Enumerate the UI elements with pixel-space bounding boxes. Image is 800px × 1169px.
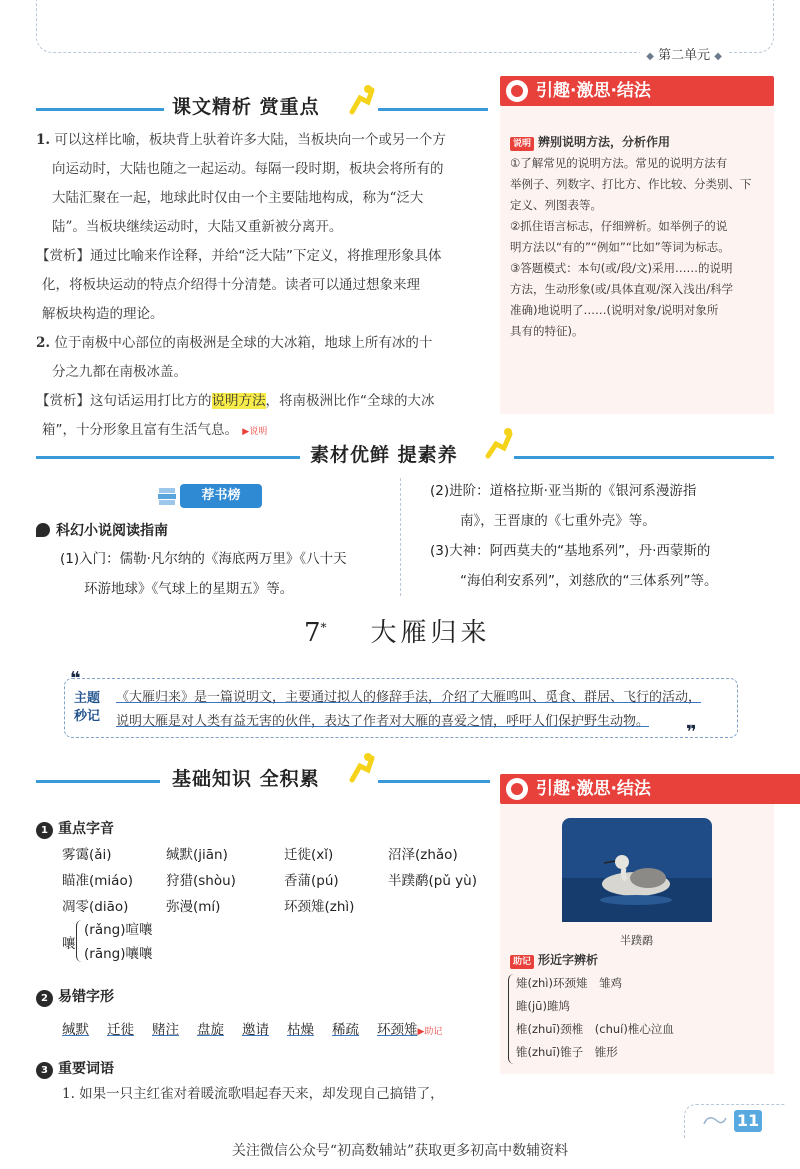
char-row: 雎(jū)雎鸠 — [516, 999, 570, 1013]
side-chars-heading-row — [510, 950, 768, 971]
running-figure-icon — [346, 84, 376, 116]
section-title-material: 素材优鲜 提素养 — [310, 444, 458, 466]
section-rule-right — [378, 780, 490, 783]
pron-cell: 沼泽(zhǎo) — [388, 847, 458, 863]
lesson-heading — [304, 612, 491, 649]
book-stack-icon — [156, 484, 178, 506]
note-text: 这句话运用打比方的 — [90, 393, 212, 409]
guide-title: 科幻小说阅读指南 — [56, 523, 168, 539]
pron-cell: 环颈雉(zhì) — [284, 899, 355, 915]
word-link-tag[interactable]: ▶助记 — [417, 1027, 443, 1037]
guide-line: 南》，王晋康的《七重外壳》等。 — [460, 513, 656, 529]
note-highlight: 说明方法 — [211, 393, 266, 409]
note-label: 【赏析】 — [36, 248, 90, 264]
page-number: 11 — [734, 1110, 762, 1132]
pron-cell: 弥漫(mí) — [166, 899, 221, 915]
unit-text: 第二单元 — [658, 48, 711, 63]
lesson-title: 大雁归来 — [370, 618, 491, 648]
side-heading: 形近字辨析 — [538, 953, 599, 967]
item-1-line: 陆”。当板块继续运动时，大陆又重新被分离开。 — [52, 219, 343, 235]
item-2-num: 2. — [36, 335, 51, 351]
item-2-note — [36, 387, 492, 416]
side-line: 明方法以“有的”“例如”“比如”等词为标志。 — [510, 240, 730, 254]
number-3-icon: 3 — [36, 1062, 53, 1079]
word-item: 赌注 — [152, 1022, 179, 1038]
side-method-heading-row — [510, 132, 768, 153]
lesson-star: * — [320, 620, 327, 635]
sub-heading-text: 重点字音 — [58, 821, 114, 837]
sub-heading-text: 重要词语 — [58, 1061, 114, 1077]
pron-cell: 雾霭(ǎi) — [62, 847, 112, 863]
side-chars-rows — [516, 972, 766, 1064]
word-item: 环颈雉 — [377, 1022, 418, 1038]
lesson-num: 7 — [304, 618, 321, 648]
guide-line: (2)进阶：道格拉斯·亚当斯的《银河系漫游指 — [430, 483, 697, 499]
jumping-figure-icon — [484, 426, 514, 460]
pron-cell: 瞄准(miáo) — [62, 873, 133, 889]
side-line: 举例子、列数字、打比方、作比较、分类别、下 — [510, 177, 752, 191]
item-2 — [36, 329, 492, 358]
brace — [508, 974, 514, 1064]
pron-cell: 缄默(jiān) — [166, 847, 228, 863]
pron-row — [62, 868, 492, 894]
side-tag — [500, 774, 800, 804]
sub-heading-2 — [36, 986, 114, 1007]
column-divider — [400, 478, 401, 596]
guide-line: 环游地球》《气球上的星期五》等。 — [84, 581, 294, 597]
rang-readings — [84, 918, 152, 966]
char-row: 椎(zhuī)颈椎 (chuí)椎心泣血 — [516, 1022, 674, 1036]
side-line: 具有的特征)。 — [510, 324, 584, 338]
note-line: 化，将板块运动的特点介绍得十分清楚。读者可以通过想象来理 — [42, 277, 420, 293]
side-badge: 助记 — [510, 955, 534, 969]
guide-left — [60, 544, 400, 604]
section-rule-right — [514, 456, 774, 459]
pron-row — [62, 894, 492, 920]
pron-cell: 香蒲(pú) — [284, 873, 339, 889]
note-text: 箱”，十分形象且富有生活气息。 — [42, 422, 238, 438]
pron-cell: 迁徙(xǐ) — [284, 847, 334, 863]
brace — [76, 920, 83, 962]
theme-line: 说明大雁是对人类有益无害的伙伴，表达了作者对大雁的喜爱之情，呼吁人们保护野生动物。 — [116, 714, 650, 729]
guide-line: “海伯利安系列”，刘慈欣的“三体系列”等。 — [460, 573, 718, 589]
sub-heading-text: 易错字形 — [58, 989, 114, 1005]
item-1 — [36, 126, 492, 155]
side-chars-body — [510, 950, 768, 971]
analysis-body — [36, 126, 492, 447]
vocab-line: 1. 如果一只主红雀对着暖流歌唱起春天来，却发现自己搞错了， — [62, 1086, 444, 1102]
mascot-icon — [506, 80, 528, 102]
rang-char: 嚷 — [62, 936, 76, 952]
mascot-icon — [506, 778, 528, 800]
word-list — [62, 1018, 442, 1038]
word-item: 稀疏 — [332, 1022, 359, 1038]
footer-note: 关注微信公众号“初高数辅站”获取更多初高中数辅资料 — [231, 1143, 569, 1159]
word-item: 迁徙 — [107, 1022, 134, 1038]
theme-text — [116, 686, 726, 734]
side-line: 准确)地说明了……(说明对象/说明对象所 — [510, 303, 719, 317]
rang-reading: (rǎng)喧嚷 — [84, 922, 153, 938]
side-tag-text: 引趣·激思·结法 — [536, 779, 651, 799]
item-1-line: 大陆汇聚在一起，地球此时仅由一个主要陆地构成，称为“泛大 — [52, 190, 424, 206]
theme-line: 《大雁归来》是一篇说明文，主要通过拟人的修辞手法，介绍了大雁鸣叫、觅食、群居、飞行的活动， — [116, 690, 702, 705]
guide-line: (3)大神：阿西莫夫的“基地系列”，丹·西蒙斯的 — [430, 543, 711, 559]
side-tag-text: 引趣·激思·结法 — [536, 81, 651, 101]
word-item: 缄默 — [62, 1022, 89, 1038]
section-rule-left — [36, 108, 164, 111]
number-1-icon: 1 — [36, 822, 53, 839]
pron-cell: 狩猎(shòu) — [166, 873, 236, 889]
guide-title-row — [36, 520, 168, 540]
char-row: 锥(zhuī)锥子 锥形 — [516, 1045, 618, 1059]
theme-label — [74, 690, 100, 726]
section-rule-right — [378, 108, 488, 111]
item-2-line: 分之九都在南极冰盖。 — [52, 364, 187, 380]
char-row: 雉(zhì)环颈雉 雏鸡 — [516, 976, 622, 990]
side-line: ①了解常见的说明方法。常见的说明方法有 — [510, 156, 728, 170]
section-title-analysis: 课文精析 赏重点 — [172, 96, 320, 118]
item-1-note — [36, 242, 492, 271]
ribbon-recommend: 荐书榜 — [180, 484, 262, 508]
note-text: ，将南极洲比作“全球的大冰 — [265, 393, 435, 409]
swirl-icon — [700, 1112, 730, 1130]
theme-label-1: 主题 — [74, 691, 101, 706]
side-tag — [500, 76, 774, 106]
pron-row — [62, 842, 492, 868]
section-title-basics: 基础知识 全积累 — [172, 768, 320, 790]
word-item: 邀请 — [242, 1022, 269, 1038]
number-2-icon: 2 — [36, 990, 53, 1007]
sub-heading-3 — [36, 1058, 114, 1079]
pron-grid — [62, 842, 492, 920]
item-1-line: 可以这样比喻，板块背上驮着许多大陆，当板块向一个或另一个方 — [54, 132, 446, 148]
guide-line: (1)入门：儒勒·凡尔纳的《海底两万里》《八十天 — [60, 551, 347, 567]
side-heading: 辨别说明方法，分析作用 — [538, 135, 671, 149]
item-1-line: 向运动时，大陆也随之一起运动。每隔一段时期，板块会将所有的 — [52, 161, 444, 177]
pron-cell: 半蹼鹬(pǔ yù) — [388, 873, 477, 889]
leaf-icon — [36, 523, 50, 537]
side-line: 方法，生动形象(或/具体直观/深入浅出/科学 — [510, 282, 734, 296]
side-badge: 说明 — [510, 137, 534, 151]
word-item: 枯燥 — [287, 1022, 314, 1038]
item-1-num: 1. — [36, 132, 51, 148]
rang-reading: (rāng)嚷嚷 — [84, 946, 153, 962]
section-rule-left — [36, 456, 300, 459]
quote-close-icon: ❞ — [686, 722, 697, 743]
theme-label-2: 秒记 — [74, 709, 101, 724]
photo-caption: 半蹼鹬 — [620, 934, 653, 947]
pron-cell: 凋零(diāo) — [62, 899, 129, 915]
unit-label: ◆ 第二单元 ◆ — [640, 44, 728, 63]
note-link-tag[interactable]: ▶说明 — [242, 427, 268, 437]
bird-photo — [562, 818, 712, 922]
side-line: 定义、列图表等。 — [510, 198, 602, 212]
side-line: ③答题模式：本句(或/段/文)采用……的说明 — [510, 261, 733, 275]
side-line: ②抓住语言标志，仔细辨析。如举例子的说 — [510, 219, 728, 233]
quote-icon: ❝ — [70, 668, 81, 689]
word-item: 盘旋 — [197, 1022, 224, 1038]
section-rule-left — [36, 780, 160, 783]
side-method-body — [510, 132, 768, 342]
running-figure-icon — [346, 752, 376, 784]
note-label: 【赏析】 — [36, 393, 90, 409]
note-line: 通过比喻来作诠释，并给“泛大陆”下定义，将推理形象具体 — [90, 248, 442, 264]
item-2-line: 位于南极中心部位的南极洲是全球的大冰箱，地球上所有冰的十 — [54, 335, 433, 351]
sub-heading-1 — [36, 818, 114, 839]
note-line: 解板块构造的理论。 — [42, 306, 164, 322]
guide-right — [430, 476, 774, 596]
